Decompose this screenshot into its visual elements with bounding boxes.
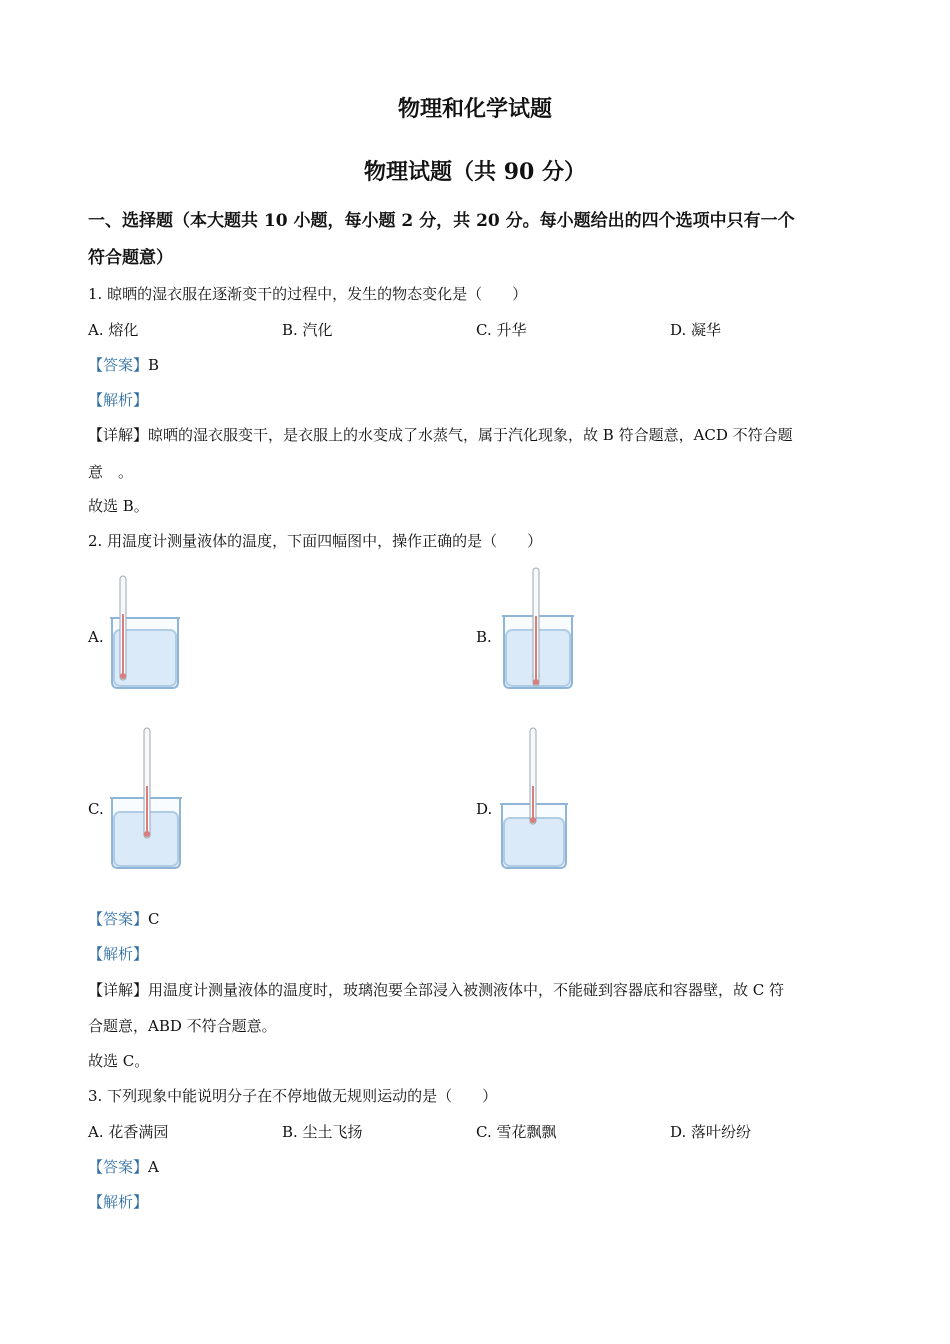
answer-tag: 【答案】 [88, 1158, 149, 1176]
q1-detail-line1 [88, 425, 793, 445]
q2-option-c-label: C. [88, 800, 104, 818]
q3-option-c: C. 雪花飘飘 [476, 1123, 557, 1141]
q1-conclusion: 故选 B。 [88, 497, 149, 515]
q1-option-b: B. 汽化 [282, 321, 333, 339]
q3-answer [88, 1157, 159, 1177]
q1-stem: 1. 晾晒的湿衣服在逐渐变干的过程中，发生的物态变化是（ ） [88, 285, 528, 303]
answer-value: B [148, 356, 160, 374]
q1-answer [88, 355, 159, 375]
figure-a-thermometer-touching-wall [108, 574, 182, 690]
q3-option-b: B. 尘土飞扬 [282, 1123, 363, 1141]
document-subtitle: 物理试题（共 90 分） [364, 159, 586, 185]
q3-stem: 3. 下列现象中能说明分子在不停地做无规则运动的是（ ） [88, 1087, 498, 1105]
figure-d-thermometer-not-immersed [498, 726, 570, 870]
q1-option-a: A. 熔化 [88, 321, 139, 339]
detail-text: 晾晒的湿衣服变干，是衣服上的水变成了水蒸气，属于汽化现象，故 B 符合题意，ACD 不符合题 [148, 426, 793, 444]
section-heading-line1: 一、选择题（本大题共 10 小题，每小题 2 分，共 20 分。每小题给出的四个选项中只有一个 [88, 211, 795, 231]
q3-option-a: A. 花香满园 [88, 1123, 169, 1141]
q3-analysis-tag: 【解析】 [88, 1193, 149, 1211]
answer-value: A [148, 1158, 159, 1176]
q2-detail-line1 [88, 980, 784, 1000]
figure-c-thermometer-correct [108, 726, 184, 870]
section-heading-line2: 符合题意） [88, 248, 173, 268]
q2-option-b-label: B. [476, 628, 492, 646]
q2-option-a-label: A. [88, 628, 104, 646]
detail-text: 用温度计测量液体的温度时，玻璃泡要全部浸入被测液体中，不能碰到容器底和容器壁，故 C 符 [148, 981, 785, 999]
q2-analysis-tag: 【解析】 [88, 945, 149, 963]
q2-option-d-label: D. [476, 800, 493, 818]
q1-option-d: D. 凝华 [670, 321, 722, 339]
answer-value: C [148, 910, 160, 928]
figure-b-thermometer-touching-bottom [498, 566, 578, 690]
q2-answer [88, 909, 160, 929]
q2-stem: 2. 用温度计测量液体的温度，下面四幅图中，操作正确的是（ ） [88, 532, 543, 550]
q1-option-c: C. 升华 [476, 321, 527, 339]
q1-analysis-tag: 【解析】 [88, 391, 149, 409]
q3-option-d: D. 落叶纷纷 [670, 1123, 752, 1141]
document-title: 物理和化学试题 [397, 96, 552, 122]
detail-tag: 【详解】 [88, 426, 149, 444]
q1-detail-line2: 意 。 [88, 463, 134, 481]
answer-tag: 【答案】 [88, 910, 149, 928]
detail-tag: 【详解】 [88, 981, 149, 999]
q2-conclusion: 故选 C。 [88, 1052, 150, 1070]
q2-detail-line2: 合题意，ABD 不符合题意。 [88, 1017, 277, 1035]
answer-tag: 【答案】 [88, 356, 149, 374]
